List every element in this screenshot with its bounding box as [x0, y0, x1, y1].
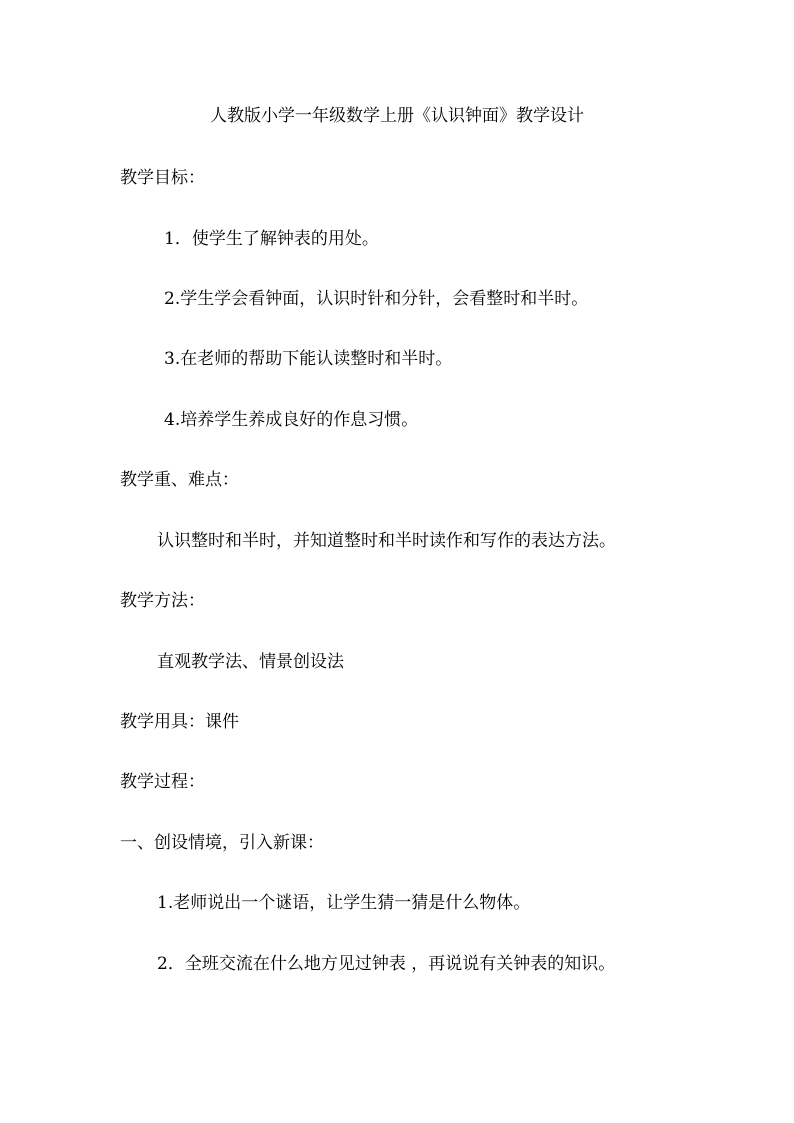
section1-item: 2．全班交流在什么地方见过钟表 ，再说说有关钟表的知识。 [157, 954, 616, 974]
tools-line: 教学用具：课件 [120, 712, 239, 732]
section1-heading: 一、创设情境，引入新课： [120, 833, 324, 853]
process-heading: 教学过程： [120, 772, 205, 792]
methods-text: 直观教学法、情景创设法 [157, 652, 344, 672]
objectives-heading: 教学目标： [120, 168, 205, 188]
objective-item: 2.学生学会看钟面，认识时针和分针，会看整时和半时。 [164, 289, 589, 309]
methods-heading: 教学方法： [120, 591, 205, 611]
objective-item: 4.培养学生养成良好的作息习惯。 [164, 410, 419, 430]
objective-item: 3.在老师的帮助下能认读整时和半时。 [164, 349, 453, 369]
document-title: 人教版小学一年级数学上册《认识钟面》教学设计 [210, 106, 584, 126]
objective-item: 1．使学生了解钟表的用处。 [164, 229, 379, 249]
section1-item: 1.老师说出一个谜语，让学生猜一猜是什么物体。 [157, 893, 531, 913]
key-points-text: 认识整时和半时，并知道整时和半时读作和写作的表达方法。 [157, 531, 616, 551]
key-points-heading: 教学重、难点： [120, 470, 239, 490]
